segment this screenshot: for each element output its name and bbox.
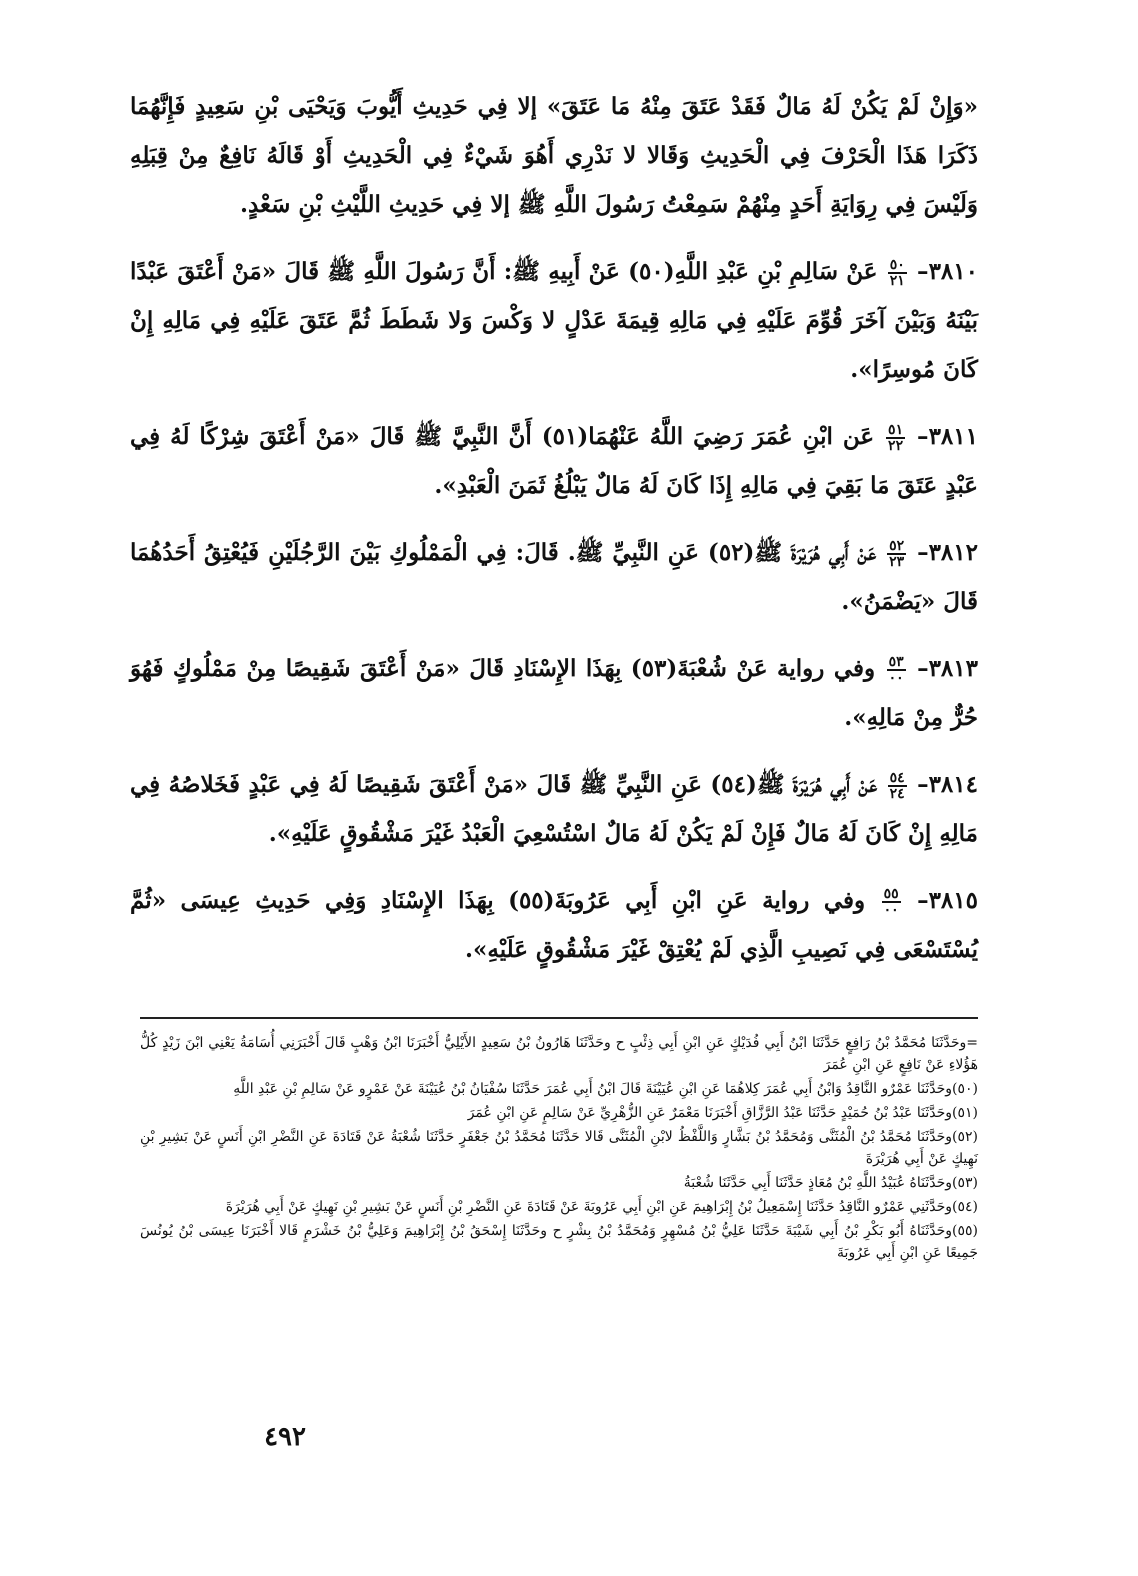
fraction-top: ٥٥ [883, 886, 899, 902]
page-number: ٤٩٢ [264, 1422, 306, 1452]
hadith-number: ٣٨١١ [928, 423, 978, 450]
fraction-bottom: ٢٣ [889, 554, 905, 570]
hadith-3811: ٣٨١١– $\frac{٥١}{٢٢}$ عَن ابْنِ عُمَرَ رَضِيَ اللَّهُ عَنْهُمَا(٥١) أَنَّ النَّبِيَّ ﷺ قَالَ «مَنْ أَعْتَقَ شِرْكًا لَهُ فِي عَبْدٍ عَتَقَ مَا بَقِيَ فِي مَالِهِ إِذَا كَانَ لَهُ مَالٌ يَبْلُغُ ثَمَنَ الْعَبْدِ». [130, 422, 978, 499]
hadith-text: وفي رواية عَنْ شُعْبَةَ(٥٣) بِهَذَا الإِسْنَادِ قَالَ «مَنْ أَعْتَقَ شَقِيصًا مِنْ مَمْلُوكٍ فَهُوَ حُرٌّ مِنْ مَالِهِ». [130, 655, 978, 731]
hadith-text: وفي رواية عَنِ ابْنِ أَبِي عَرُوبَةَ(٥٥) بِهَذَا الإِسْنَادِ وَفِي حَدِيثِ عِيسَى «ثُمَّ يُسْتَسْعَى فِي نَصِيبِ الَّذِي لَمْ يُعْتِقْ غَيْرَ مَشْقُوقٍ عَلَيْهِ». [130, 887, 978, 963]
footnotes [140, 1032, 978, 1266]
hadith-text: عَنْ أَبِي هُرَيْرَةَ ﷺ(٥٢) عَنِ النَّبِيِّ ﷺ. قَالَ: فِي الْمَمْلُوكِ بَيْنَ الرَّجُلَيْنِ فَيُعْتِقُ أَحَدُهُمَا قَالَ «يَضْمَنُ». [130, 539, 978, 615]
footnote-52: (٥٢)وحَدَّثَنَا مُحَمَّدُ بْنُ الْمُثَنَّى وَمُحَمَّدُ بْنُ بَشَّارٍ وَاللَّفْظُ لابْنِ الْمُثَنَّى قَالا حَدَّثَنَا مُحَمَّدُ بْنُ جَعْفَرٍ حَدَّثَنَا شُعْبَةُ عَنْ قَتَادَةَ عَنِ النَّضْرِ ابْنِ أَنَسٍ عَنْ بَشِيرِ بْنِ نَهِيكٍ عَنْ أَبِي هُرَيْرَةَ [140, 1129, 978, 1167]
fraction-top: ٥١ [888, 422, 904, 438]
footnote-50: (٥٠)وحَدَّثَنَا عَمْرٌو النَّاقِدُ وَابْنُ أَبِي عُمَرَ كِلاهُمَا عَنِ ابْنِ عُيَيْنَةَ قَالَ ابْنُ أَبِي عُمَرَ حَدَّثَنَا سُفْيَانُ بْنُ عُيَيْنَةَ عَنْ عَمْرٍو عَنْ سَالِمِ بْنِ عَبْدِ اللَّهِ [233, 1081, 978, 1097]
fraction-top: ٥٣ [888, 654, 904, 670]
fraction-top: ٥٢ [889, 538, 905, 554]
footnote-54: (٥٤)وحَدَّثَنِي عَمْرٌو النَّاقِدُ حَدَّثَنَا إِسْمَعِيلُ بْنُ إِبْرَاهِيمَ عَنِ ابْنِ أَبِي عَرُوبَةَ عَنْ قَتَادَةَ عَنِ النَّضْرِ بْنِ أَنَسٍ عَنْ بَشِيرِ بْنِ نَهِيكٍ عَنْ أَبِي هُرَيْرَةَ [225, 1199, 978, 1215]
cross-reference-fraction [887, 655, 906, 685]
main-text [130, 82, 978, 992]
footnote: =وحَدَّثَنَا مُحَمَّدُ بْنُ رَافِعٍ حَدَّثَنَا ابْنُ أَبِي فُدَيْكٍ عَنِ ابْنِ أَبِي ذِئْبٍ ح وحَدَّثَنَا هَارُونُ بْنُ سَعِيدٍ الأَيْلِيُّ أَخْبَرَنَا ابْنُ وَهْبٍ قَالَ أَخْبَرَنِي أُسَامَةُ يَعْنِي ابْنَ زَيْدٍ كُلُّ هَؤُلاءِ عَنْ نَافِعٍ عَنِ ابْنِ عُمَرَ [140, 1035, 978, 1073]
fraction-bottom: ٢٤ [889, 786, 905, 802]
fraction-top: ٥٠ [889, 257, 905, 273]
hadith-number: ٣٨١٣ [928, 655, 978, 682]
hadith-number: ٣٨١٢ [928, 539, 978, 566]
hadith-text: عَنْ أَبِي هُرَيْرَةَ ﷺ(٥٤) عَنِ النَّبِيِّ ﷺ قَالَ «مَنْ أَعْتَقَ شَقِيصًا لَهُ فِي عَبْدٍ فَخَلاصُهُ فِي مَالِهِ إِنْ كَانَ لَهُ مَالٌ فَإِنْ لَمْ يَكُنْ لَهُ مَالٌ اسْتُسْعِيَ الْعَبْدُ غَيْرَ مَشْقُوقٍ عَلَيْهِ». [130, 771, 978, 847]
cross-reference-fraction [888, 771, 907, 801]
hadith-number: ٣٨١٠ [928, 258, 978, 285]
hadith-text: عَنْ سَالِمِ بْنِ عَبْدِ اللَّهِ(٥٠) عَنْ أَبِيهِ ﷺ: أَنَّ رَسُولَ اللَّهِ ﷺ قَالَ «مَنْ أَعْتَقَ عَبْدًا بَيْنَهُ وَبَيْنَ آخَرَ قُوِّمَ عَلَيْهِ فِي مَالِهِ قِيمَةَ عَدْلٍ لا وَكْسَ وَلا شَطَطَ ثُمَّ عَتَقَ عَلَيْهِ فِي مَالِهِ إِنْ كَانَ مُوسِرًا». [130, 258, 978, 383]
hadith-3810: ٣٨١٠– $\frac{٥٠}{٢١}$ عَنْ سَالِمِ بْنِ عَبْدِ اللَّهِ(٥٠) عَنْ أَبِيهِ ﷺ: أَنَّ رَسُولَ اللَّهِ ﷺ قَالَ «مَنْ أَعْتَقَ عَبْدًا بَيْنَهُ وَبَيْنَ آخَرَ قُوِّمَ عَلَيْهِ فِي مَالِهِ قِيمَةَ عَدْلٍ لا وَكْسَ وَلا شَطَطَ ثُمَّ عَتَقَ عَلَيْهِ فِي مَالِهِ إِنْ كَانَ مُوسِرًا». [130, 257, 978, 383]
footnote-55: (٥٥)وحَدَّثَنَاهُ أَبُو بَكْرِ بْنُ أَبِي شَيْبَةَ حَدَّثَنَا عَلِيُّ بْنُ مُسْهِرٍ وَمُحَمَّدُ بْنُ بِشْرٍ ح وحَدَّثَنَا إِسْحَقُ بْنُ إِبْرَاهِيمَ وَعَلِيُّ بْنُ خَشْرَمٍ قَالا أَخْبَرَنَا عِيسَى بْنُ يُونُسَ جَمِيعًا عَنِ ابْنِ أَبِي عَرُوبَةَ [140, 1223, 978, 1261]
hadith-number: ٣٨١٤ [928, 771, 978, 798]
continuation-paragraph: «وَإِنْ لَمْ يَكُنْ لَهُ مَالٌ فَقَدْ عَتَقَ مِنْهُ مَا عَتَقَ» إلا فِي حَدِيثِ أَيُّوبَ وَيَحْيَى بْنِ سَعِيدٍ فَإِنَّهُمَا ذَكَرَا هَذَا الْحَرْفَ فِي الْحَدِيثِ وَقَالا لا نَدْرِي أَهُوَ شَيْءٌ فِي الْحَدِيثِ أَوْ قَالَهُ نَافِعٌ مِنْ قِبَلِهِ وَلَيْسَ فِي رِوَايَةِ أَحَدٍ مِنْهُمْ سَمِعْتُ رَسُولَ اللَّهِ ﷺ إلا فِي حَدِيثِ اللَّيْثِ بْنِ سَعْدٍ. [130, 93, 979, 218]
footnote-51: (٥١)وحَدَّثَنَا عَبْدُ بْنُ حُمَيْدٍ حَدَّثَنَا عَبْدُ الرَّزَّاقِ أَخْبَرَنَا مَعْمَرٌ عَنِ الزُّهْرِيِّ عَنْ سَالِمٍ عَنِ ابْنِ عُمَرَ [467, 1105, 978, 1121]
hadith-text: عَن ابْنِ عُمَرَ رَضِيَ اللَّهُ عَنْهُمَا(٥١) أَنَّ النَّبِيَّ ﷺ قَالَ «مَنْ أَعْتَقَ شِرْكًا لَهُ فِي عَبْدٍ عَتَقَ مَا بَقِيَ فِي مَالِهِ إِذَا كَانَ لَهُ مَالٌ يَبْلُغُ ثَمَنَ الْعَبْدِ». [130, 423, 978, 499]
footnote-separator [140, 1017, 978, 1019]
cross-reference-fraction [887, 539, 906, 569]
hadith-number: ٣٨١٥ [928, 887, 978, 914]
fraction-top: ٥٤ [889, 770, 905, 786]
hadith-3812: ٣٨١٢– $\frac{٥٢}{٢٣}$ عَنْ أَبِي هُرَيْرَةَ ﷺ(٥٢) عَنِ النَّبِيِّ ﷺ. قَالَ: فِي الْمَمْلُوكِ بَيْنَ الرَّجُلَيْنِ فَيُعْتِقُ أَحَدُهُمَا قَالَ «يَضْمَنُ». [130, 538, 978, 615]
hadith-3813: ٣٨١٣– $\frac{٥٣}{٠٠}$ وفي رواية عَنْ شُعْبَةَ(٥٣) بِهَذَا الإِسْنَادِ قَالَ «مَنْ أَعْتَقَ شَقِيصًا مِنْ مَمْلُوكٍ فَهُوَ حُرٌّ مِنْ مَالِهِ». [130, 654, 978, 731]
cross-reference-fraction [882, 887, 901, 917]
cross-reference-fraction [888, 258, 907, 288]
hadith-3814: ٣٨١٤– $\frac{٥٤}{٢٤}$ عَنْ أَبِي هُرَيْرَةَ ﷺ(٥٤) عَنِ النَّبِيِّ ﷺ قَالَ «مَنْ أَعْتَقَ شَقِيصًا لَهُ فِي عَبْدٍ فَخَلاصُهُ فِي مَالِهِ إِنْ كَانَ لَهُ مَالٌ فَإِنْ لَمْ يَكُنْ لَهُ مَالٌ اسْتُسْعِيَ الْعَبْدُ غَيْرَ مَشْقُوقٍ عَلَيْهِ». [130, 770, 978, 847]
footnote-53: (٥٣)وحَدَّثَنَاهُ عُبَيْدُ اللَّهِ بْنُ مُعَاذٍ حَدَّثَنَا أَبِي حَدَّثَنَا شُعْبَةُ [683, 1175, 978, 1191]
hadith-3815: ٣٨١٥– $\frac{٥٥}{٠٠}$ وفي رواية عَنِ ابْنِ أَبِي عَرُوبَةَ(٥٥) بِهَذَا الإِسْنَادِ وَفِي حَدِيثِ عِيسَى «ثُمَّ يُسْتَسْعَى فِي نَصِيبِ الَّذِي لَمْ يُعْتِقْ غَيْرَ مَشْقُوقٍ عَلَيْهِ». [130, 886, 978, 963]
fraction-bottom: ٠٠ [883, 902, 899, 918]
fraction-bottom: ٢٢ [888, 438, 904, 454]
cross-reference-fraction [886, 423, 905, 453]
fraction-bottom: ٢١ [889, 273, 905, 289]
fraction-bottom: ٠٠ [888, 670, 904, 686]
